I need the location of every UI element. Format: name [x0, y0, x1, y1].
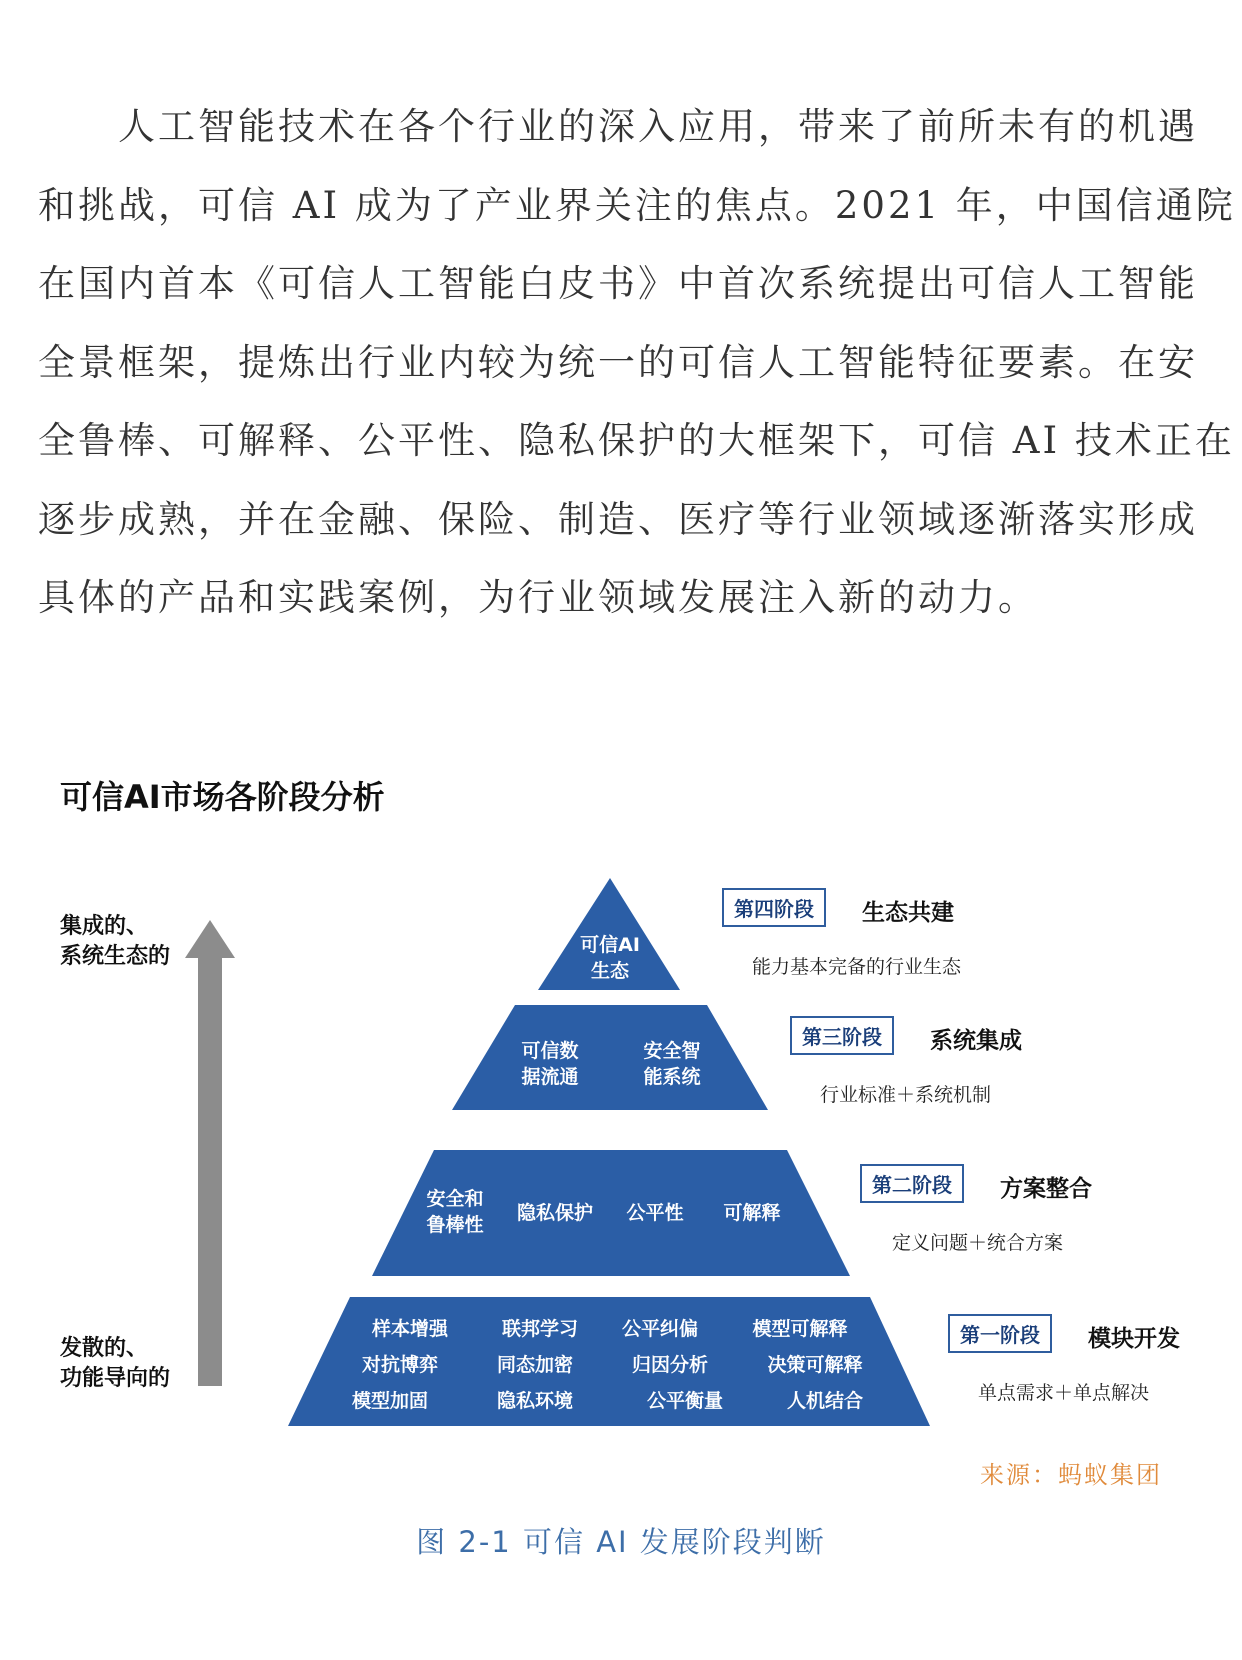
figure-source: 来源：蚂蚁集团 — [980, 1461, 1162, 1489]
paragraph-line: 具体的产品和实践案例，为行业领域发展注入新的动力。 — [38, 576, 1038, 619]
axis-top-line: 集成的、 — [60, 914, 149, 939]
stage-3-tag: 第三阶段 — [790, 1016, 894, 1055]
stage-3-name: 系统集成 — [930, 1028, 1022, 1054]
axis-bottom-line: 发散的、 — [60, 1336, 149, 1361]
stage-2-name: 方案整合 — [1000, 1176, 1092, 1202]
level3-line: 安全智 — [643, 1040, 701, 1062]
stage-4-desc: 能力基本完备的行业生态 — [752, 956, 962, 978]
pyramid-level-1-item: 同态加密 — [496, 1354, 573, 1376]
paragraph-line: 逐步成熟，并在金融、保险、制造、医疗等行业领域逐渐落实形成 — [38, 497, 1198, 541]
level2-line: 鲁棒性 — [426, 1214, 484, 1236]
pyramid-level-3-item — [510, 1038, 590, 1090]
pyramid-level-3 — [452, 1005, 768, 1110]
figure-title: 可信AI市场各阶段分析 — [60, 778, 385, 816]
pyramid-level-1-item: 模型加固 — [351, 1390, 428, 1412]
stage-1-name: 模块开发 — [1088, 1326, 1180, 1352]
pyramid-level-1-item: 归因分析 — [631, 1354, 708, 1376]
pyramid-level-1-item: 公平衡量 — [646, 1390, 723, 1412]
level3-line: 据流通 — [521, 1066, 579, 1088]
stage-1-tag: 第一阶段 — [948, 1314, 1052, 1353]
pyramid-level-1-item: 模型可解释 — [752, 1318, 848, 1340]
level3-line: 能系统 — [643, 1066, 701, 1088]
paragraph-line: 在国内首本《可信人工智能白皮书》中首次系统提出可信人工智能 — [38, 262, 1198, 305]
pyramid-level-4-label — [565, 932, 655, 984]
stage-2-desc: 定义问题＋统合方案 — [892, 1232, 1064, 1254]
level4-line: 可信AI — [580, 934, 640, 956]
axis-bottom-line: 功能导向的 — [60, 1366, 171, 1391]
level4-line: 生态 — [590, 960, 629, 982]
level2-line: 安全和 — [426, 1188, 484, 1210]
stage-1-desc: 单点需求＋单点解决 — [978, 1382, 1150, 1404]
pyramid-level-1-item: 联邦学习 — [501, 1318, 578, 1340]
stage-2-tag: 第二阶段 — [860, 1164, 964, 1203]
axis-top-line: 系统生态的 — [60, 944, 171, 969]
paragraph-line: 全景框架，提炼出行业内较为统一的可信人工智能特征要素。在安 — [38, 340, 1198, 384]
pyramid-level-1-item: 样本增强 — [371, 1318, 448, 1340]
paragraph-line: 全鲁棒、可解释、公平性、隐私保护的大框架下，可信 AI 技术正在 — [38, 419, 1235, 462]
pyramid-level-1-item: 隐私环境 — [496, 1390, 573, 1412]
pyramid-level-3-item — [632, 1038, 712, 1090]
pyramid-level-2-item — [415, 1186, 495, 1238]
paragraph-line: 和挑战，可信 AI 成为了产业界关注的焦点。2021 年，中国信通院 — [38, 183, 1236, 227]
pyramid-level-2-item: 可解释 — [723, 1202, 781, 1224]
level3-line: 可信数 — [521, 1040, 579, 1062]
paragraph-line: 人工智能技术在各个行业的深入应用，带来了前所未有的机遇 — [38, 105, 1198, 148]
figure-caption: 图 2-1 可信 AI 发展阶段判断 — [416, 1525, 826, 1559]
pyramid-level-2-item: 隐私保护 — [516, 1202, 593, 1224]
pyramid-level-1-item: 公平纠偏 — [621, 1318, 698, 1340]
pyramid-level-1-item: 对抗博弈 — [361, 1354, 438, 1376]
pyramid-level-1-item: 人机结合 — [786, 1390, 863, 1412]
pyramid-level-2-item: 公平性 — [626, 1202, 684, 1224]
stage-3-desc: 行业标准＋系统机制 — [820, 1084, 992, 1106]
pyramid-level-1-item: 决策可解释 — [767, 1354, 863, 1376]
stage-4-name: 生态共建 — [862, 900, 954, 926]
stage-4-tag: 第四阶段 — [722, 888, 826, 927]
